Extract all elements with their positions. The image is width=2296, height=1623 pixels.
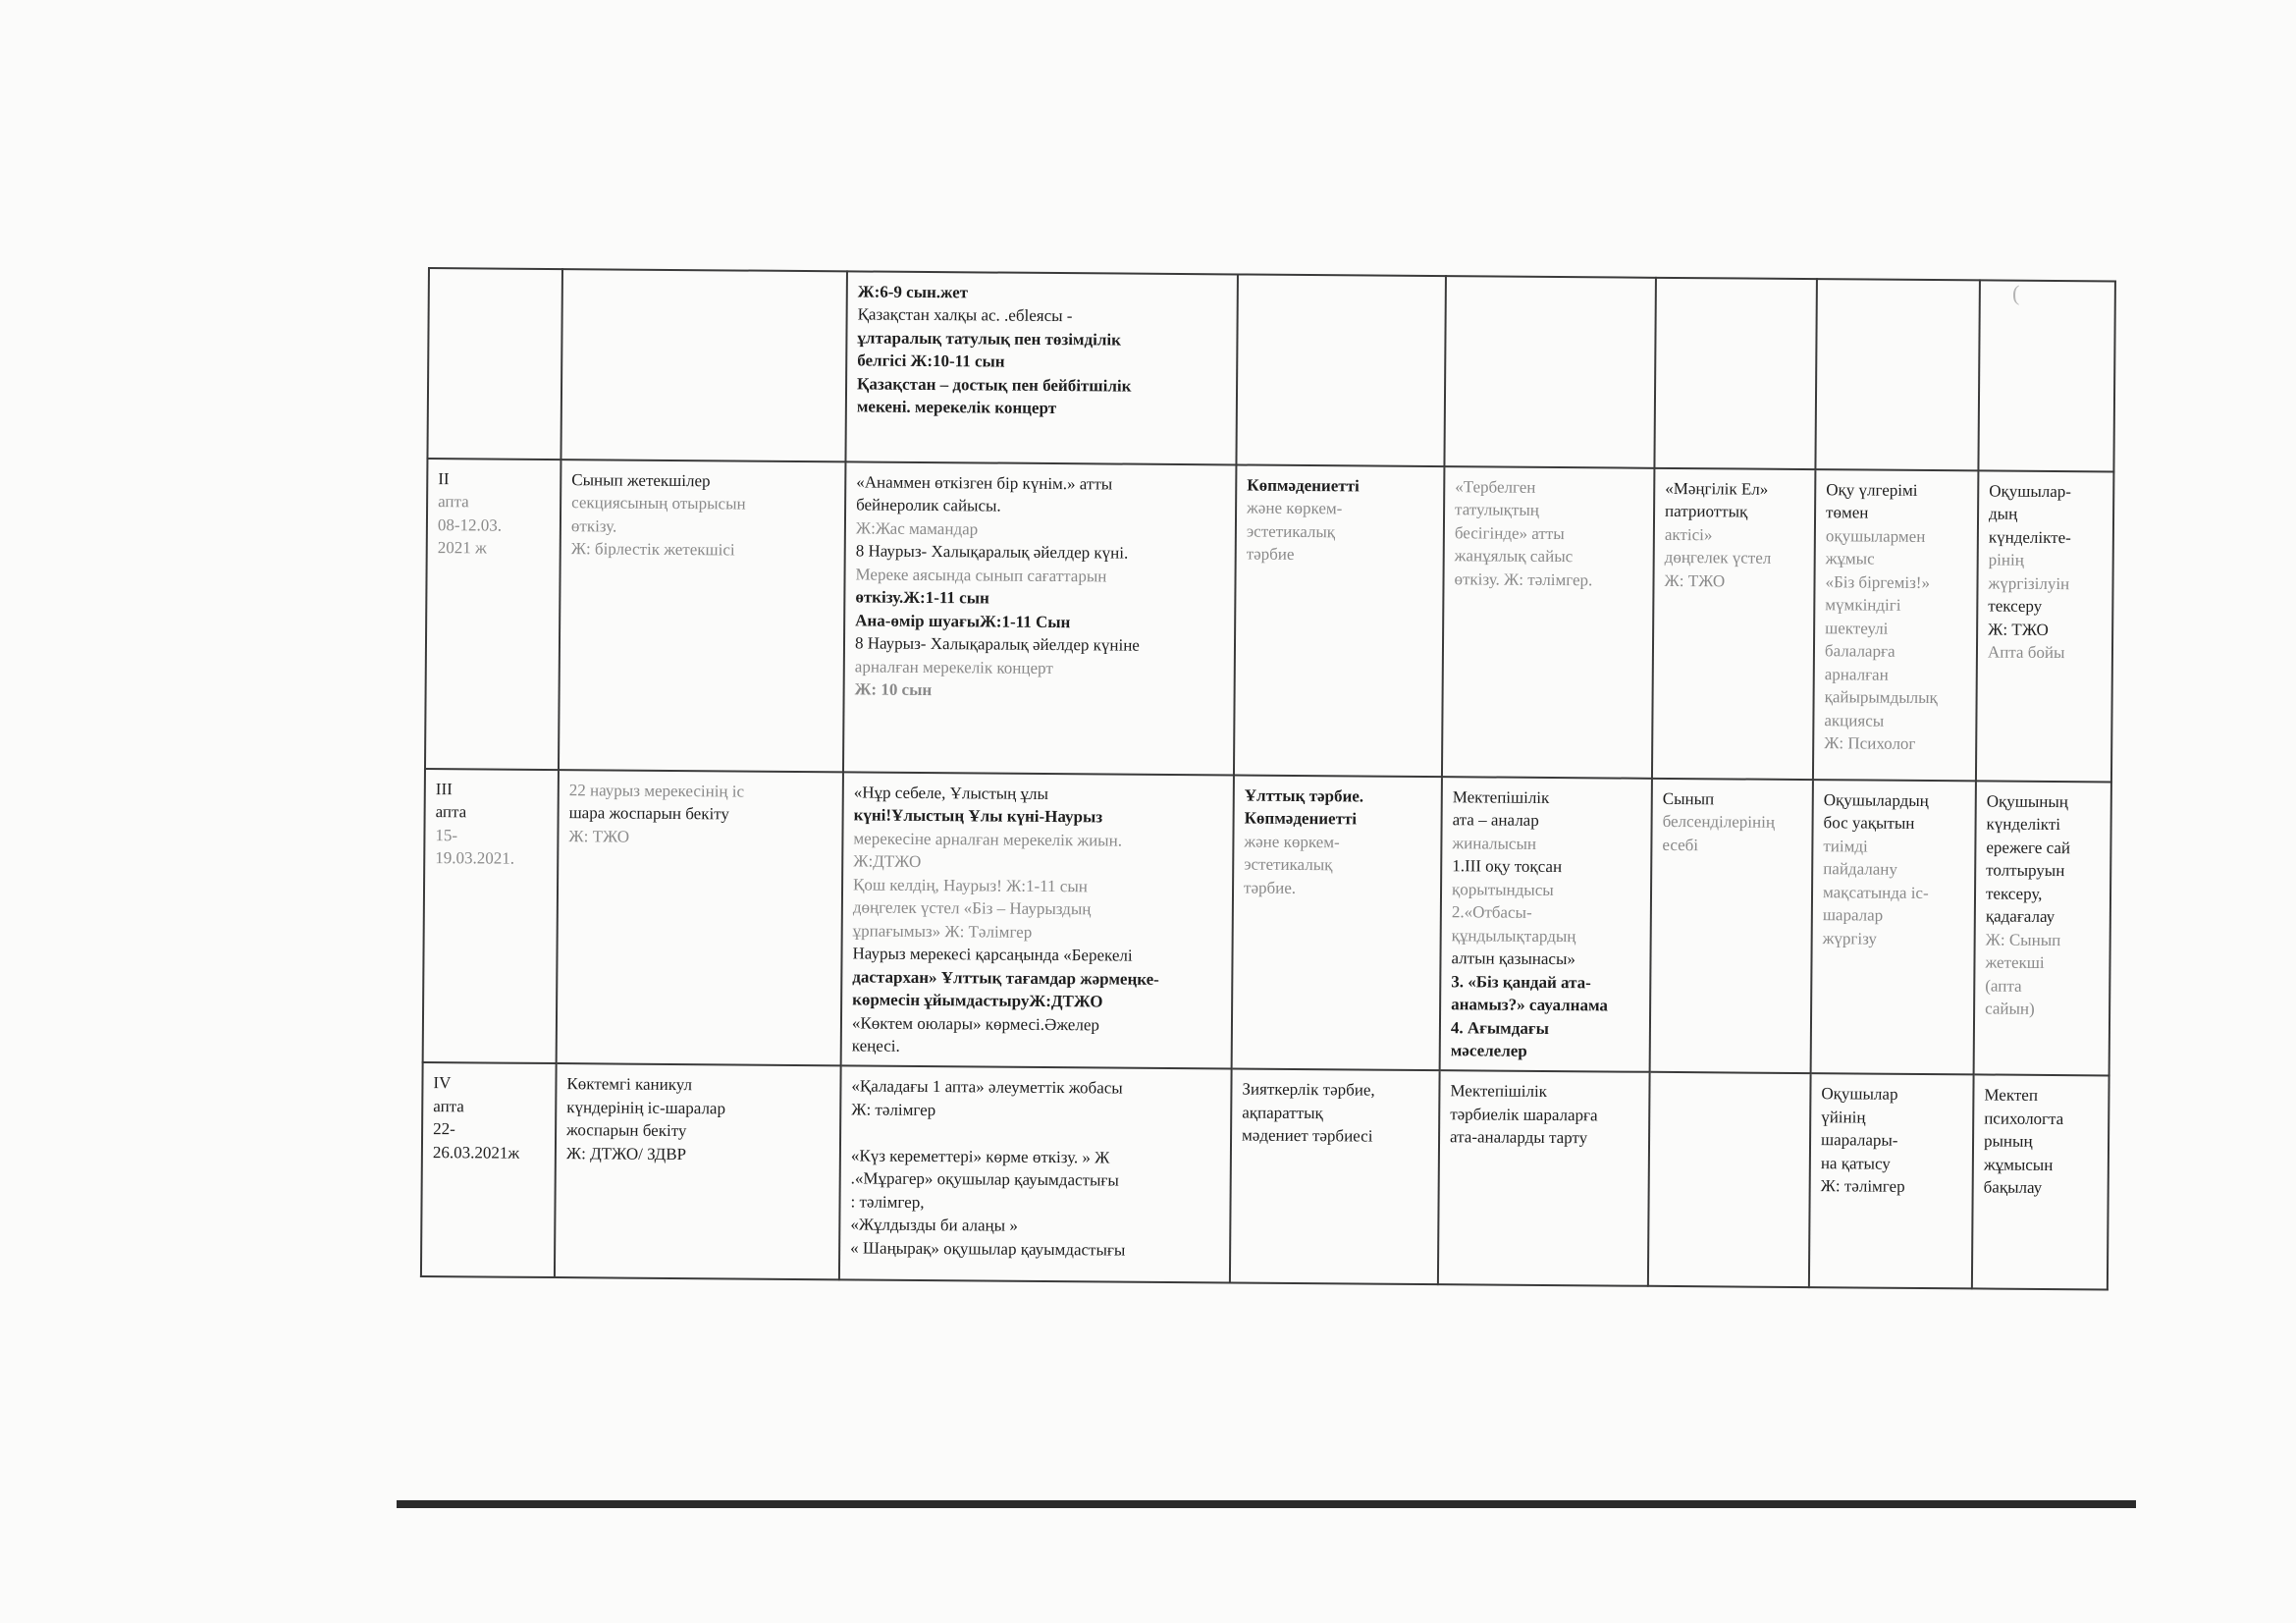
plan-table-wrapper (420, 267, 2114, 1291)
cell-line: мекені. мерекелік концерт (856, 397, 1057, 418)
cell-activities (839, 1066, 1232, 1283)
cell-line: актісі» (1664, 524, 1713, 545)
cell-line: 2.«Отбасы- (1451, 902, 1532, 923)
cell-line: .«Мұрагер» оқушылар қауымдастығы (850, 1168, 1119, 1190)
cell-line: мәселелер (1450, 1041, 1527, 1060)
cell-line: жоспарын бекіту (566, 1120, 687, 1141)
cell-line: татулықтың (1455, 500, 1539, 520)
cell-col8 (1974, 781, 2111, 1076)
cell-week (427, 268, 562, 460)
cell-direction (1236, 274, 1446, 466)
cell-line: шектеулі (1825, 618, 1889, 638)
cell-line: Көктемгі каникул (566, 1074, 693, 1095)
cell-activities (843, 461, 1236, 775)
cell-event (559, 460, 845, 772)
cell-line: «Көктем оюлары» көрмесі.Әжелер (851, 1012, 1100, 1034)
cell-line: «Анаммен өткізген бір күнім.» атты (856, 472, 1113, 494)
cell-week (423, 769, 559, 1063)
cell-parents (1442, 466, 1654, 779)
cell-line: ұлтаралық татулық пен төзімділік (857, 328, 1121, 350)
cell-line: анамыз?» сауалнама (1451, 995, 1609, 1015)
cell-line: на қатысу (1820, 1153, 1891, 1173)
cell-col6 (1650, 779, 1813, 1074)
cell-line: Оқу үлгерімі (1826, 480, 1918, 500)
cell-line: күнделікте- (1988, 527, 2071, 548)
cell-line: белсенділерінің (1662, 812, 1776, 833)
cell-line: шара жоспарын бекіту (568, 803, 730, 824)
cell-line: эстетикалық (1244, 854, 1333, 875)
cell-col8 (1972, 1075, 2109, 1290)
cell-line: 22- (433, 1119, 455, 1139)
cell-line: патриоттық (1665, 502, 1748, 522)
cell-line: жанұялық сайыс (1454, 546, 1574, 567)
cell-line: Қош келдің, Наурыз! Ж:1-11 сын (853, 875, 1088, 896)
cell-direction (1234, 464, 1444, 777)
cell-col6 (1648, 1072, 1811, 1287)
cell-line: өткізу. (570, 516, 617, 536)
cell-line: Мектепішілік (1452, 787, 1550, 807)
cell-line (851, 1121, 1220, 1147)
scan-mark: ( (2012, 281, 2020, 305)
cell-line: тәрбие. (1243, 878, 1297, 897)
cell-line: дастархан» Ұлттық тағамдар жәрмеңке- (852, 967, 1159, 989)
cell-line: рінің (1988, 550, 2024, 570)
cell-line: жүргізілуін (1988, 573, 2070, 593)
cell-line: Көпмәдениетті (1244, 809, 1358, 829)
cell-line: апта (435, 802, 467, 822)
cell-week (425, 459, 561, 770)
cell-line: ережеге сай (1986, 838, 2071, 858)
cell-line: жиналысын (1452, 834, 1537, 853)
cell-line: II (438, 469, 450, 489)
cell-line: Мектеп (1984, 1085, 2039, 1106)
cell-parents (1438, 1071, 1650, 1287)
table-row (421, 1062, 2109, 1289)
cell-line: 22 наурыз мерекесінің іс (568, 781, 745, 801)
cell-line: Апта бойы (1987, 642, 2065, 663)
cell-line: Наурыз мерекесі қарсаңында «Берекелі (852, 944, 1133, 965)
cell-line: апта (438, 492, 469, 512)
cell-line: Оқушылар- (1989, 481, 2072, 502)
cell-line: Қазақстан халқы ас. .ебleясы - (857, 304, 1073, 326)
cell-line: 4. Ағымдағы (1450, 1017, 1549, 1038)
cell-line: Оқушылардың (1823, 790, 1929, 811)
cell-line: дың (1988, 504, 2018, 524)
cell-line: 8 Наурыз- Халықаралық әйелдер күніне (854, 633, 1140, 655)
cell-line: психологта (1984, 1109, 2064, 1129)
cell-line: қорытындысы (1451, 880, 1554, 899)
cell-line: оқушылармен (1825, 526, 1926, 546)
cell-line: рының (1983, 1131, 2033, 1152)
cell-line: ақпараттық (1242, 1103, 1323, 1123)
cell-line: қадағалау (1985, 906, 2056, 927)
cell-line: белгісі Ж:10-11 сын (857, 351, 1005, 371)
cell-week (421, 1062, 557, 1277)
cell-line: көрмесін ұйымдастыруЖ:ДТЖО (852, 990, 1103, 1011)
cell-line: шаралары- (1820, 1130, 1898, 1151)
cell-line: мақсатында іс- (1822, 882, 1929, 902)
table-row (425, 459, 2113, 782)
table-row (427, 268, 2114, 471)
cell-line: тиімді (1823, 837, 1868, 856)
cell-line: бос уақытын (1823, 813, 1915, 834)
cell-line: Ж: Психолог (1824, 733, 1916, 753)
cell-line: пайдалану (1823, 859, 1898, 880)
cell-line: 26.03.2021ж (432, 1142, 520, 1163)
cell-line: үйінің (1821, 1108, 1866, 1127)
cell-col8 (1978, 280, 2115, 471)
cell-line: Қазақстан – достық пен бейбітшілік (857, 374, 1132, 396)
cell-line: Көпмәдениетті (1247, 475, 1360, 496)
cell-line: 15- (435, 825, 458, 845)
cell-parents (1444, 276, 1656, 468)
cell-line: акциясы (1824, 710, 1885, 730)
cell-line: бақылау (1983, 1177, 2043, 1198)
cell-line: IV (433, 1073, 452, 1093)
cell-line: тексеру, (1985, 884, 2043, 903)
cell-line: Ж: ДТЖО/ ЗДВР (565, 1143, 687, 1163)
cell-line: сайын) (1985, 999, 2035, 1018)
table-row (423, 769, 2111, 1076)
cell-line: «Қаладағы 1 апта» әлеуметтік жобасы (851, 1076, 1123, 1099)
cell-line: Ж: 10 сын (854, 679, 933, 700)
cell-line: кеңесі. (851, 1036, 900, 1055)
cell-activities (845, 271, 1238, 464)
cell-line: Зияткерлік тәрбие, (1242, 1079, 1375, 1101)
cell-line: жұмыс (1825, 549, 1875, 568)
cell-line: дөңгелек үстел «Біз – Наурыздың (852, 897, 1092, 919)
cell-line: шаралар (1822, 905, 1884, 925)
cell-line: төмен (1826, 503, 1869, 522)
plan-table (420, 267, 2116, 1291)
cell-line: күнделікті (1986, 814, 2061, 835)
cell-line: Ж: ТЖО (1988, 620, 2049, 639)
cell-line: Ж: тәлімгер (851, 1100, 936, 1119)
cell-line: дөңгелек үстел (1664, 548, 1772, 568)
cell-line: есебі (1662, 835, 1699, 855)
cell-line: Ж: ТЖО (568, 827, 630, 846)
cell-line: Сынып (1662, 788, 1715, 809)
cell-line: «Тербелген (1455, 477, 1536, 497)
cell-col8 (1976, 470, 2113, 782)
cell-col7 (1809, 1074, 1974, 1289)
cell-line: Оқушының (1986, 791, 2069, 812)
cell-line: : тәлімгер, (850, 1192, 925, 1212)
cell-line: Ана-өмір шуағыЖ:1-11 Сын (855, 611, 1071, 631)
cell-line: және көркем- (1247, 499, 1343, 518)
cell-line: күндерінің іс-шаралар (566, 1098, 726, 1118)
cell-line: өткізу.Ж:1-11 сын (855, 587, 989, 608)
cell-line: балаларға (1824, 641, 1896, 661)
cell-line: мәдениет тәрбиесі (1242, 1125, 1373, 1146)
cell-line: ата – аналар (1452, 810, 1539, 831)
cell-event (557, 770, 843, 1066)
cell-line: қайырымдылық (1824, 687, 1938, 708)
cell-col6 (1652, 468, 1815, 780)
cell-line: жұмысын (1983, 1155, 2054, 1174)
cell-line: мүмкіндігі (1825, 595, 1901, 616)
cell-line: арналған мерекелік концерт (854, 657, 1053, 677)
cell-line: Ж:6-9 сын.жет (857, 282, 969, 302)
cell-line: күні!Ұлыстың Ұлы күні-Наурыз (853, 805, 1103, 827)
cell-line: секциясының отырысын (571, 493, 746, 514)
cell-line: Ж: тәлімгер (1820, 1176, 1905, 1197)
cell-event (555, 1063, 841, 1279)
cell-direction (1230, 1069, 1440, 1285)
cell-direction (1232, 775, 1442, 1070)
cell-line: Ж:ДТЖО (853, 851, 922, 872)
cell-line: мерекесіне арналған мерекелік жиын. (853, 829, 1123, 850)
cell-line: «Мәңгілік Ел» (1665, 478, 1769, 499)
cell-line: «Жұлдызды би алаңы » (850, 1215, 1018, 1235)
cell-line: арналған (1824, 664, 1889, 684)
cell-line: «Күз кереметтері» көрме өткізу. » Ж (850, 1146, 1110, 1167)
cell-line: 08-12.03. (437, 514, 503, 535)
cell-col7 (1813, 469, 1978, 781)
cell-line: «Біз біргеміз!» (1825, 572, 1931, 592)
cell-line: « Шаңырақ» оқушылар қауымдастығы (850, 1238, 1126, 1260)
cell-line: Ж:Жас мамандар (855, 518, 979, 539)
cell-line: жүргізу (1822, 928, 1878, 948)
cell-event (561, 269, 847, 461)
cell-col7 (1815, 279, 1980, 470)
page-bottom-rule (397, 1500, 2136, 1508)
cell-line: Мектепішілік (1450, 1081, 1548, 1102)
cell-line: тәрбиелік шараларға (1450, 1105, 1598, 1125)
cell-line: алтын қазынасы» (1451, 948, 1576, 969)
cell-line: Ж: Сынып жетекші (1985, 930, 2061, 973)
cell-line: 2021 ж (437, 538, 487, 558)
cell-line: 3. «Біз қандай ата- (1451, 971, 1591, 992)
cell-line: тәрбие (1246, 544, 1295, 565)
cell-line: апта (433, 1096, 464, 1116)
cell-line: толтыруын (1986, 860, 2065, 881)
cell-line: 8 Наурыз- Халықаралық әйелдер күні. (855, 541, 1129, 563)
cell-parents (1440, 777, 1652, 1072)
cell-line: 1.III оқу тоқсан (1452, 856, 1563, 877)
cell-line: Ұлттық тәрбие. (1244, 785, 1364, 806)
plan-table-body (421, 268, 2115, 1290)
cell-line: тексеру (1988, 596, 2043, 617)
cell-line: өткізу. Ж: тәлімгер. (1454, 569, 1593, 590)
cell-line: эстетикалық (1246, 521, 1336, 542)
cell-col7 (1811, 780, 1976, 1075)
cell-col6 (1654, 278, 1817, 469)
cell-line: III (435, 780, 453, 799)
cell-line: «Нұр себеле, Ұлыстың ұлы (853, 783, 1049, 803)
cell-line: Мереке аясында сынып сағаттарын (855, 565, 1107, 586)
cell-line: құндылықтардың (1451, 925, 1576, 946)
cell-line: бейнеролик сайысы. (856, 495, 1001, 516)
cell-line: ұрпағымыз» Ж: Тәлімгер (852, 921, 1033, 942)
cell-line: және көркем- (1244, 832, 1340, 852)
cell-line: (апта (1985, 976, 2022, 996)
cell-line: Оқушылар (1821, 1084, 1898, 1105)
cell-line: ата-аналарды тарту (1449, 1127, 1588, 1148)
cell-line: Сынып жетекшілер (571, 470, 711, 491)
cell-line: Ж: бірлестік жетекшісі (570, 539, 735, 560)
cell-line: 19.03.2021. (435, 848, 515, 869)
cell-line: Ж: ТЖО (1664, 570, 1726, 591)
cell-line: бесігінде» атты (1454, 523, 1565, 544)
cell-activities (841, 772, 1234, 1069)
